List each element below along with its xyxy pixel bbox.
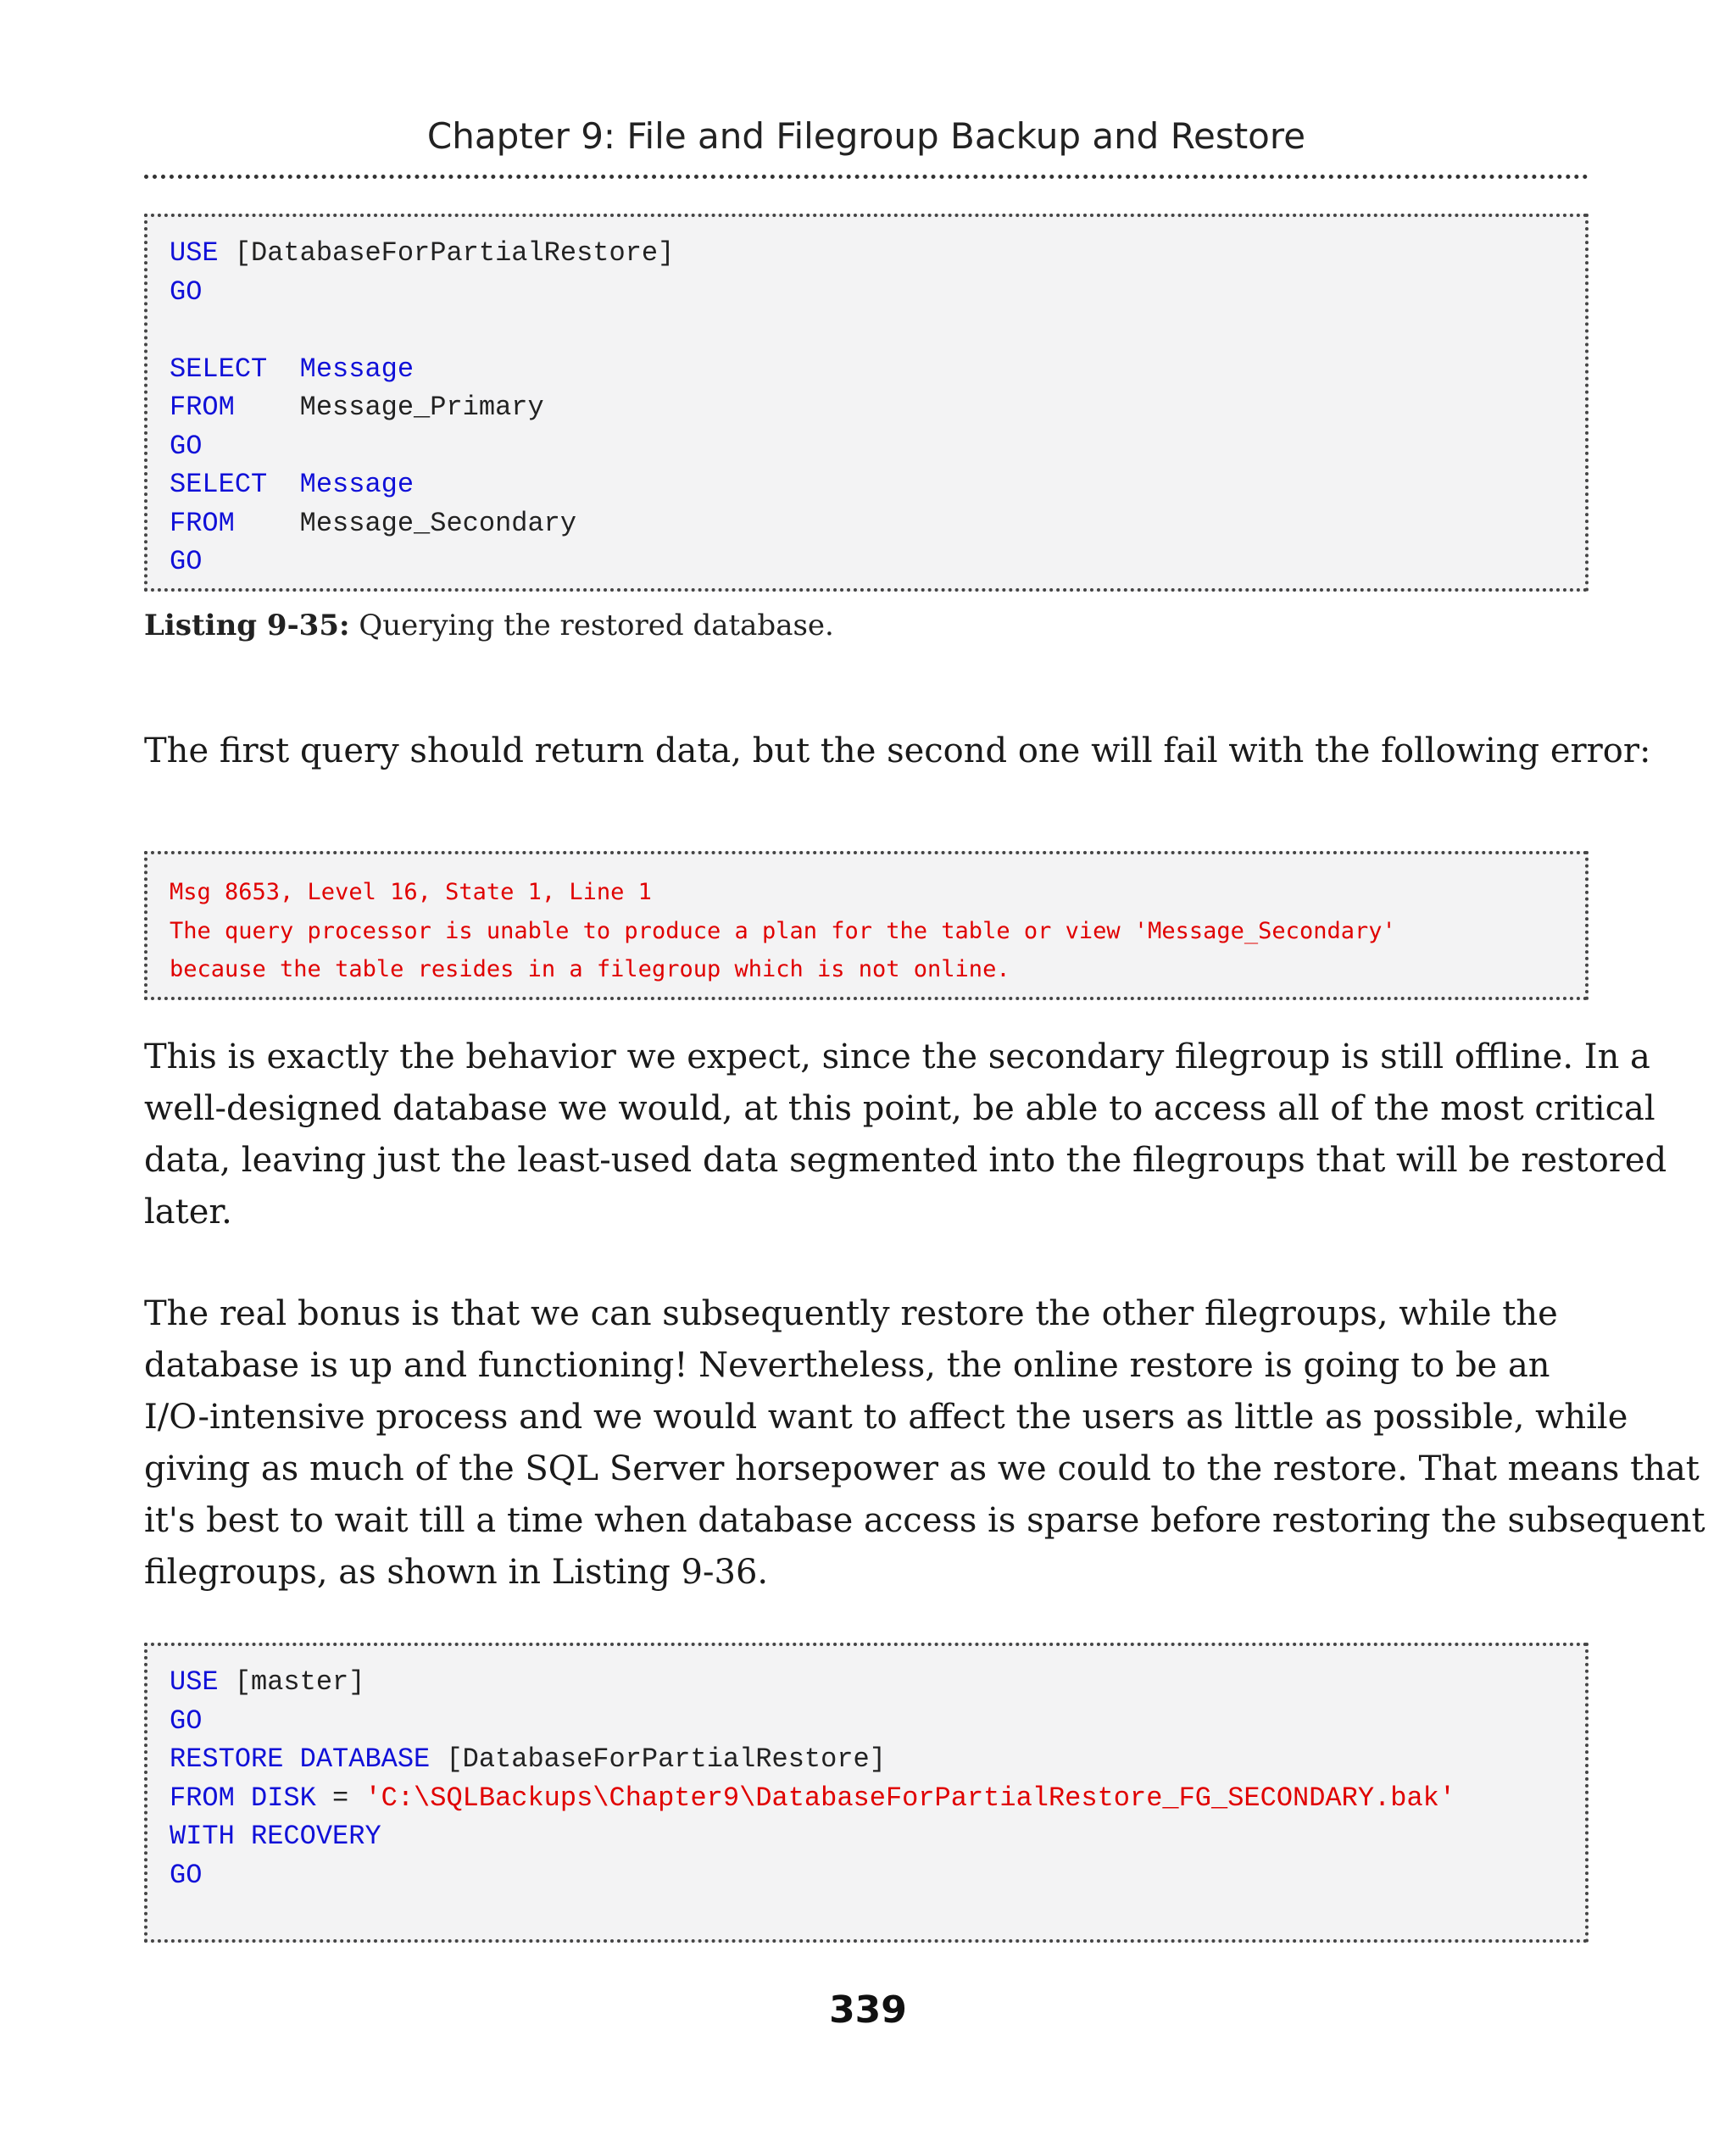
code-line (170, 427, 1563, 466)
sql-keyword: GO (170, 1859, 203, 1891)
code-line (170, 1817, 1563, 1856)
code-line: Msg 8653, Level 16, State 1, Line 1 (170, 879, 652, 905)
code-line (170, 1702, 1563, 1741)
sql-keyword: GO (170, 275, 203, 308)
paragraph-intro (144, 726, 1651, 777)
code-line (170, 542, 1563, 581)
paragraph-line: well-designed database we would, at this point, be able to access all of the most critical (144, 1089, 1655, 1128)
code-line (170, 1856, 1563, 1895)
code-line (170, 388, 1563, 427)
code-line (170, 234, 1563, 273)
paragraph-line: filegroups, as shown in Listing 9-36. (144, 1553, 769, 1592)
paragraph-line: The real bonus is that we can subsequently restore the other filegroups, while the (144, 1294, 1558, 1333)
page-number: 339 (829, 1988, 907, 2032)
header-divider (144, 175, 1589, 179)
caption-label: Listing 9-35: (144, 609, 350, 642)
code-listing-9-36 (144, 1643, 1589, 1943)
code-line (170, 350, 1563, 389)
sql-keyword: FROM (170, 392, 235, 423)
error-output-box (144, 851, 1589, 1000)
code-line (170, 311, 1563, 350)
paragraph-line: The first query should return data, but the second one will fail with the following error: (144, 731, 1651, 770)
code-line (170, 273, 1563, 312)
sql-keyword: GO (170, 430, 203, 462)
paragraph-behavior (144, 1032, 1667, 1238)
caption-text: Querying the restored database. (359, 609, 834, 642)
sql-keyword: GO (170, 546, 203, 577)
sql-keyword: FROM DISK (170, 1782, 316, 1814)
sql-text: [DatabaseForPartialRestore] (218, 237, 675, 269)
paragraph-line: later. (144, 1193, 232, 1232)
paragraph-line: This is exactly the behavior we expect, since the secondary filegroup is still offline. In a (144, 1037, 1650, 1076)
sql-keyword: USE (170, 237, 219, 269)
code-listing-9-35 (144, 214, 1589, 592)
sql-keyword: Message (299, 469, 415, 500)
sql-keyword: SELECT (170, 469, 268, 500)
sql-text: = (315, 1782, 365, 1814)
code-line (170, 1740, 1563, 1779)
paragraph-line: it's best to wait till a time when database access is sparse before restoring the subsequent (144, 1501, 1705, 1540)
paragraph-line: I/O-intensive process and we would want to affect the users as little as possible, while (144, 1398, 1628, 1437)
code-line (170, 465, 1563, 504)
sql-text (267, 353, 299, 385)
code-line (170, 1779, 1563, 1818)
code-line (170, 504, 1563, 543)
sql-string: 'C:\SQLBackups\Chapter9\DatabaseForPartialRestore_FG_SECONDARY.bak' (364, 1782, 1456, 1814)
sql-keyword: FROM (170, 507, 235, 539)
sql-text (267, 469, 299, 500)
code-line: The query processor is unable to produce a plan for the table or view 'Message_Secondary' (170, 917, 1396, 944)
code-line (170, 1663, 1563, 1702)
paragraph-line: database is up and functioning! Nevertheless, the online restore is going to be an (144, 1346, 1550, 1385)
code-line: because the table resides in a filegroup which is not online. (170, 956, 1010, 982)
paragraph-online-restore (144, 1288, 1705, 1599)
sql-text: [DatabaseForPartialRestore] (430, 1743, 886, 1775)
sql-keyword: WITH RECOVERY (170, 1821, 381, 1852)
sql-text: Message_Secondary (234, 507, 577, 539)
sql-keyword: RESTORE DATABASE (170, 1743, 431, 1775)
sql-text: Message_Primary (234, 392, 544, 423)
paragraph-line: data, leaving just the least-used data segmented into the filegroups that will be restored (144, 1141, 1667, 1180)
paragraph-line: giving as much of the SQL Server horsepower as we could to the restore. That means that (144, 1449, 1700, 1488)
sql-keyword: USE (170, 1666, 219, 1698)
page-header: Chapter 9: File and Filegroup Backup and Restore (426, 115, 1306, 157)
sql-keyword: SELECT (170, 353, 268, 385)
sql-keyword: GO (170, 1704, 203, 1737)
listing-caption (144, 609, 834, 642)
sql-keyword: Message (299, 353, 415, 385)
sql-text: [master] (218, 1666, 365, 1698)
